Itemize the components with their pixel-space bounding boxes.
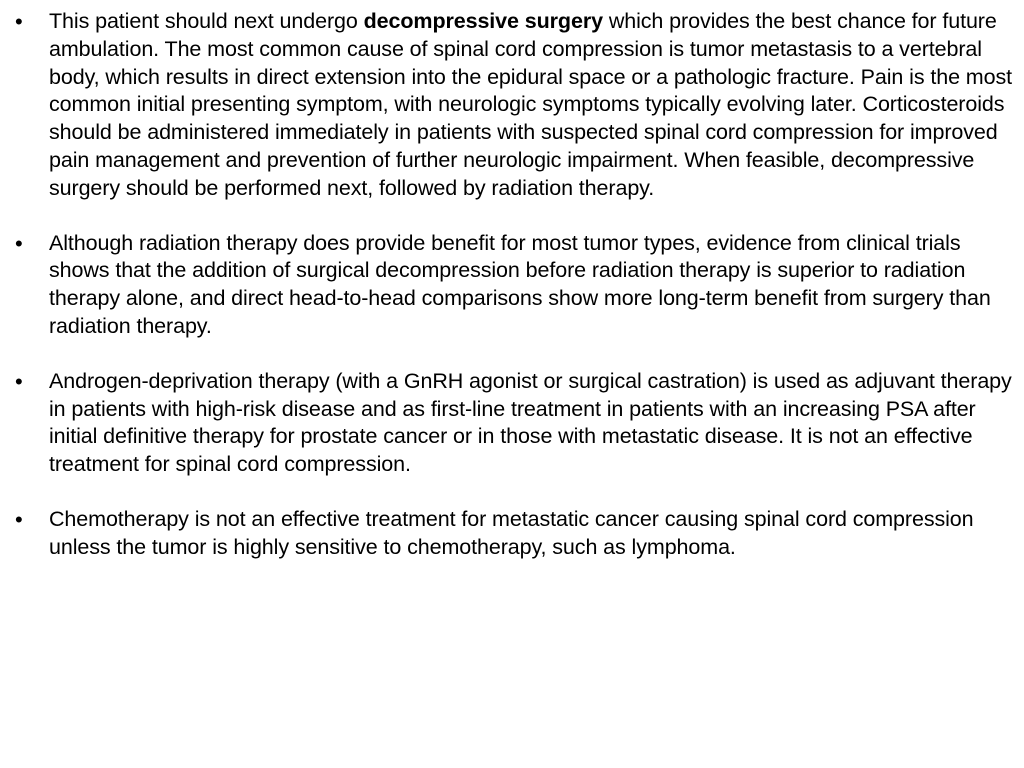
bullet-icon: • [15, 230, 23, 256]
bullet-item-chemotherapy [15, 506, 1014, 562]
bullet-text-emphasis: decompressive surgery [363, 9, 603, 33]
bullet-item-androgen-deprivation [15, 368, 1014, 479]
bullet-icon: • [15, 9, 23, 34]
bullet-text: Although radiation therapy does provide benefit for most tumor types, evidence from clinical trials shows that the addition of surgical decompression before radiation therapy is superior to radiation therapy alone, and direct head-to-head comparisons show more long-term benefit from surgery than radiation therapy. [49, 230, 991, 338]
bullet-text-rest: which provides the best chance for future ambulation. The most common cause of spinal cord compression is tumor metastasis to a vertebral body, which results in direct extension into the epidural space or a pathologic fracture. Pain is the most common initial presenting symptom, with neurologic symptoms typically evolving later. Corticosteroids should be administered immediately in patients with suspected spinal cord compression for improved pain management and prevention of further neurologic impairment. When feasible, decompressive surgery should be performed next, followed by radiation therapy. [49, 9, 1013, 200]
bullet-text: Androgen-deprivation therapy (with a GnRH agonist or surgical castration) is used as adjuvant therapy in patients with high-risk disease and as first-line treatment in patients with an increasing PSA after initial definitive therapy for prostate cancer or in those with metastatic disease. It is not an effective treatment for spinal cord compression. [49, 368, 1012, 477]
bullet-icon: • [15, 368, 23, 394]
bullet-icon: • [15, 506, 23, 532]
bullet-item-radiation-therapy [15, 230, 1014, 341]
bullet-text [49, 8, 1014, 203]
bullet-text-intro: This patient should next undergo [49, 9, 364, 33]
bullet-list [15, 8, 1014, 562]
bullet-item-decompressive-surgery [15, 8, 1014, 203]
bullet-text: Chemotherapy is not an effective treatment for metastatic cancer causing spinal cord compression unless the tumor is highly sensitive to chemotherapy, such as lymphoma. [49, 506, 974, 559]
